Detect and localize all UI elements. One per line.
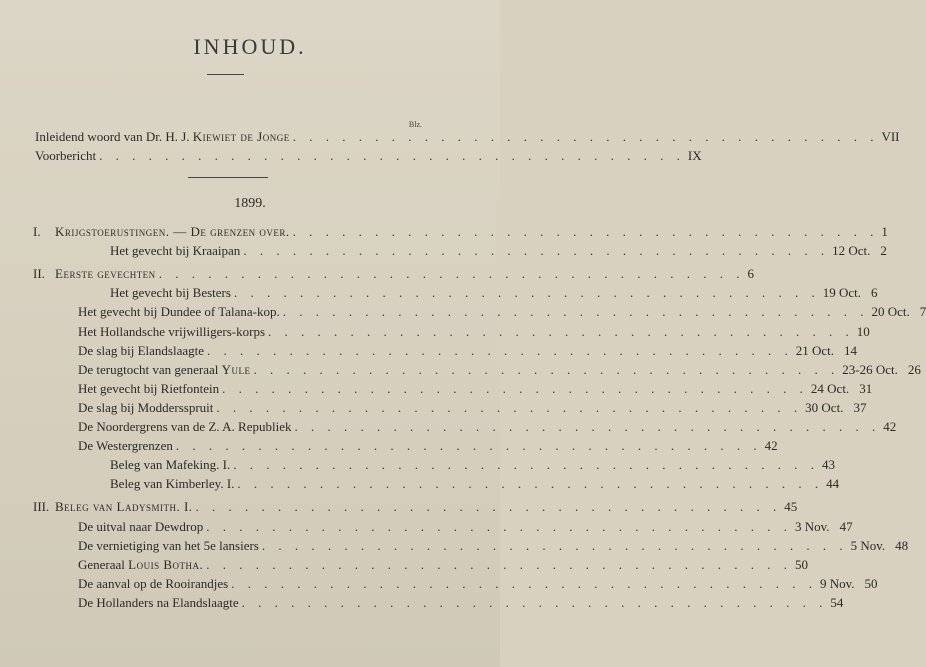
- entry-title: [78, 557, 203, 573]
- entry-title-text: Beleg van Kimberley. I.: [110, 476, 235, 491]
- entry-page-number: 37: [853, 400, 867, 415]
- dot-leader: . . . . . . . . . . . . . . . . . . . . . . . . . . . . . . . . . . . .: [237, 476, 824, 491]
- dot-leader: . . . . . . . . . . . . . . . . . . . . . . . . . . . . . . . . . . . .: [292, 224, 879, 239]
- entry-title-smallcaps: Beleg van Ladysmith. I.: [55, 499, 193, 514]
- entry-page-number: 1: [881, 224, 888, 239]
- intro-entry: [35, 129, 900, 145]
- entry-title: [78, 343, 204, 359]
- entry-title: [78, 324, 265, 340]
- dot-leader: . . . . . . . . . . . . . . . . . . . . . . . . . . . . . . . . . . . .: [253, 362, 840, 377]
- entry-title-text: Generaal: [78, 557, 129, 572]
- toc-entry: [78, 304, 926, 320]
- toc-entry: [78, 438, 778, 454]
- dot-leader: . . . . . . . . . . . . . . . . . . . . . . . . . . . . . . . . . . . .: [292, 129, 879, 144]
- toc-entry: [110, 243, 887, 259]
- toc-entry: [78, 362, 921, 378]
- entry-title-text: De Westergrenzen: [78, 438, 173, 453]
- entry-title-smallcaps: Eerste gevechten: [55, 266, 156, 281]
- entry-page-number: 43: [821, 457, 835, 472]
- dot-leader: . . . . . . . . . . . . . . . . . . . . . . . . . . . . . . . . . . . .: [216, 400, 803, 415]
- dot-leader: . . . . . . . . . . . . . . . . . . . . . . . . . . . . . . . . . . . .: [231, 576, 817, 591]
- dot-leader: . . . . . . . . . . . . . . . . . . . . . . . . . . . . . . . . . . . .: [175, 438, 762, 453]
- entry-title-text: De aanval op de Rooirandjes: [78, 576, 229, 591]
- entry-title: [55, 266, 156, 282]
- entry-page-number: 47: [839, 519, 853, 534]
- toc-entry: [78, 419, 897, 435]
- entry-title: [78, 595, 239, 611]
- entry-page-number: IX: [687, 148, 702, 163]
- entry-title: [78, 519, 203, 535]
- entry-page-number: 50: [795, 557, 809, 572]
- entry-page-number: 26: [907, 362, 921, 377]
- entry-title-text: Voorbericht: [35, 148, 97, 163]
- dot-leader: . . . . . . . . . . . . . . . . . . . . . . . . . . . . . . . . . . . .: [294, 419, 881, 434]
- section-number: II.: [33, 266, 45, 281]
- dot-leader: . . . . . . . . . . . . . . . . . . . . . . . . . . . . . . . . . . . .: [268, 324, 854, 339]
- section-entry: [55, 266, 754, 282]
- page-title: INHOUD.: [193, 34, 307, 59]
- entry-title-smallcaps: Louis Botha.: [128, 557, 204, 572]
- entry-title-text: Het gevecht bij Besters: [110, 285, 231, 300]
- entry-title-smallcaps: Krijgstoerustingen. — De grenzen over.: [55, 224, 290, 239]
- toc-entry: [78, 519, 853, 535]
- entry-title: [110, 243, 240, 259]
- toc-entry: [78, 324, 870, 340]
- entry-title: [78, 576, 228, 592]
- entry-title-text: De Noordergrens van de Z. A. Republiek: [78, 419, 292, 434]
- entry-page-number: 2: [880, 243, 887, 258]
- dot-leader: . . . . . . . . . . . . . . . . . . . . . . . . . . . . . . . . . . . .: [233, 457, 819, 472]
- entry-page-number: 31: [859, 381, 873, 396]
- entry-page-number: 42: [883, 419, 897, 434]
- dot-leader: . . . . . . . . . . . . . . . . . . . . . . . . . . . . . . . . . . . .: [222, 381, 808, 396]
- entry-page-number: 7: [919, 304, 926, 319]
- toc-entry: [78, 557, 809, 573]
- toc-entry: [78, 595, 844, 611]
- toc-entry: [110, 285, 878, 301]
- entry-title: [78, 362, 251, 378]
- toc-entry: [110, 457, 835, 473]
- entry-page-number: 45: [784, 499, 798, 514]
- page-column-label: Blz.: [408, 120, 422, 129]
- section-entry: [55, 224, 888, 240]
- entry-title: [78, 419, 291, 435]
- entry-date: 30 Oct.: [805, 400, 844, 415]
- dot-leader: . . . . . . . . . . . . . . . . . . . . . . . . . . . . . . . . . . . .: [261, 538, 848, 553]
- entry-date: 3 Nov.: [795, 519, 830, 534]
- section-entry: [55, 499, 798, 515]
- entry-title: [78, 400, 213, 416]
- entry-page-number: 54: [830, 595, 844, 610]
- entry-title-text: Het gevecht bij Dundee of Talana-kop.: [78, 304, 280, 319]
- year-heading: 1899.: [234, 196, 266, 211]
- dot-leader: . . . . . . . . . . . . . . . . . . . . . . . . . . . . . . . . . . . .: [195, 499, 782, 514]
- entry-date: 9 Nov.: [819, 576, 855, 591]
- section-number: I.: [33, 224, 41, 239]
- entry-title-text: De slag bij Elandslaagte: [78, 343, 204, 358]
- dot-leader: . . . . . . . . . . . . . . . . . . . . . . . . . . . . . . . . . . . .: [282, 304, 869, 319]
- entry-title: [78, 438, 173, 454]
- toc-entry: [78, 381, 873, 397]
- entry-title: [78, 538, 259, 554]
- toc-entry: [78, 343, 858, 359]
- entry-title: [35, 148, 96, 164]
- entry-page-number: VII: [881, 129, 900, 144]
- section-number: III.: [33, 499, 50, 514]
- entry-title: [110, 457, 230, 473]
- entry-title-smallcaps: Kiewiet de Jonge: [192, 129, 290, 144]
- dot-leader: . . . . . . . . . . . . . . . . . . . . . . . . . . . . . . . . . . . .: [206, 557, 793, 572]
- toc-entry: [78, 400, 867, 416]
- title-rule: [207, 74, 244, 75]
- entry-title-text: Beleg van Mafeking. I.: [110, 457, 231, 472]
- dot-leader: . . . . . . . . . . . . . . . . . . . . . . . . . . . . . . . . . . . .: [233, 285, 820, 300]
- entry-title-text: Het Hollandsche vrijwilligers-korps: [78, 324, 266, 339]
- dot-leader: . . . . . . . . . . . . . . . . . . . . . . . . . . . . . . . . . . . .: [241, 595, 828, 610]
- dot-leader: . . . . . . . . . . . . . . . . . . . . . . . . . . . . . . . . . . . .: [99, 148, 685, 163]
- entry-page-number: 42: [764, 438, 778, 453]
- entry-page-number: 6: [747, 266, 754, 281]
- entry-date: 21 Oct.: [795, 343, 835, 358]
- dot-leader: . . . . . . . . . . . . . . . . . . . . . . . . . . . . . . . . . . . .: [243, 243, 830, 258]
- entry-title: [55, 224, 290, 240]
- dot-leader: . . . . . . . . . . . . . . . . . . . . . . . . . . . . . . . . . . . .: [207, 343, 793, 358]
- entry-page-number: 14: [844, 343, 858, 358]
- entry-page-number: 44: [826, 476, 840, 491]
- entry-title: [78, 381, 219, 397]
- entry-title: [78, 304, 280, 320]
- dot-leader: . . . . . . . . . . . . . . . . . . . . . . . . . . . . . . . . . . . .: [206, 519, 793, 534]
- entry-title: [110, 476, 234, 492]
- entry-title-text: Het gevecht bij Rietfontein: [78, 381, 220, 396]
- entry-title: [55, 499, 193, 515]
- entry-date: 24 Oct.: [810, 381, 850, 396]
- entry-title: [35, 129, 290, 145]
- toc-entry: [110, 476, 840, 492]
- entry-title: [110, 285, 231, 301]
- entry-title-text: De terugtocht van generaal: [78, 362, 222, 377]
- entry-date: 20 Oct.: [871, 304, 910, 319]
- entry-page-number: 6: [870, 285, 878, 300]
- entry-date: 23-26 Oct.: [842, 362, 898, 377]
- entry-date: 19 Oct.: [822, 285, 861, 300]
- entry-date: 5 Nov.: [850, 538, 886, 553]
- intro-entry: [35, 148, 702, 164]
- section-rule: [188, 177, 268, 178]
- entry-page-number: 50: [864, 576, 878, 591]
- entry-title-text: De vernietiging van het 5e lansiers: [78, 538, 259, 553]
- entry-date: 12 Oct.: [832, 243, 871, 258]
- entry-title-text: Inleidend woord van Dr. H. J.: [35, 129, 193, 144]
- toc-entry: [78, 538, 909, 554]
- entry-title-smallcaps: Yule: [221, 362, 251, 377]
- dot-leader: . . . . . . . . . . . . . . . . . . . . . . . . . . . . . . . . . . . .: [158, 266, 745, 281]
- toc-entry: [78, 576, 878, 592]
- entry-title-text: De slag bij Moddersspruit: [78, 400, 214, 415]
- entry-page-number: 48: [895, 538, 909, 553]
- entry-title-text: Het gevecht bij Kraaipan: [110, 243, 241, 258]
- entry-title-text: De uitval naar Dewdrop: [78, 519, 204, 534]
- entry-title-text: De Hollanders na Elandslaagte: [78, 595, 239, 610]
- entry-page-number: 10: [856, 324, 870, 339]
